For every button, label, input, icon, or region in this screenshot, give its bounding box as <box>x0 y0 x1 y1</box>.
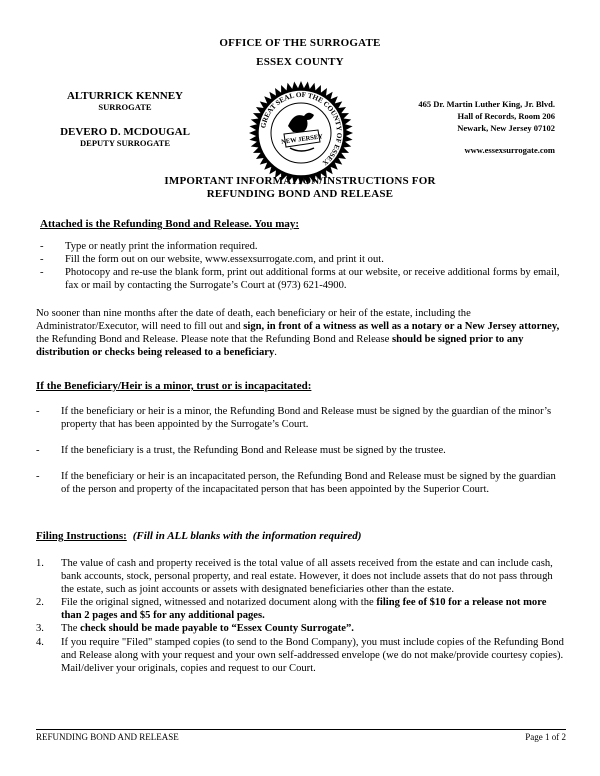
surrogate-title: SURROGATE <box>98 102 152 112</box>
footer-divider <box>36 729 566 730</box>
section-attached-heading: Attached is the Refunding Bond and Release. You may: <box>40 218 300 230</box>
seal-ring-text: GREAT SEAL OF THE COUNTY OF ESSEX <box>259 90 344 167</box>
deputy-name: DEVERO D. MCDOUGAL <box>60 126 190 138</box>
surrogate-name: ALTURRICK KENNEY <box>66 90 184 102</box>
list-item: - If the beneficiary is a trust, the Refunding Bond and Release must be signed by the trustee. <box>36 445 446 457</box>
section-attached-list <box>40 240 565 292</box>
footer-left: REFUNDING BOND AND RELEASE <box>36 732 179 742</box>
office-title: OFFICE OF THE SURROGATE <box>219 37 381 49</box>
list-item: - Type or neatly print the information required. <box>40 241 258 252</box>
seal-banner-text: NEW JERSEY <box>280 133 324 146</box>
deputy-title: DEPUTY SURROGATE <box>80 138 170 148</box>
list-item: - Photocopy and re-use the blank form, print out additional forms at our website, or receive additional forms by email, fax or mail by contacting the Surrogate’s Court at (973) 621-4900. <box>40 267 560 292</box>
surrogate-block <box>50 90 200 148</box>
filing-instructions-list <box>36 557 566 675</box>
list-item: 1. The value of cash and property received is the total value of all assets received from the estate and can include cash, bank accounts, stock, personal property, and real estate. However, it does not include assets that do not pass through the estate, such as joint accounts or assets with designated beneficiaries other than the estate. <box>36 558 553 596</box>
county-seal-logo <box>248 80 354 186</box>
address-line-3: Newark, New Jersey 07102 <box>457 123 555 133</box>
list-item: - If the beneficiary or heir is an incapacitated person, the Refunding Bond and Release must be signed by the guardian of the person and property of the incapacitated person that has been appointed by the Superior Court. <box>36 471 556 496</box>
list-item: - Fill the form out on our website, www.essexsurrogate.com, and print it out. <box>40 254 384 266</box>
address-block <box>355 98 555 156</box>
list-item: 2. File the original signed, witnessed and notarized document along with the filing fee of $10 for a release not more than 2 pages and $5 for any additional pages. <box>36 597 547 622</box>
footer-page-number: Page 1 of 2 <box>525 732 566 742</box>
address-line-2: Hall of Records, Room 206 <box>457 111 555 121</box>
list-item: 3. The check should be made payable to “Essex County Surrogate”. <box>36 623 354 635</box>
list-item: - If the beneficiary or heir is a minor, the Refunding Bond and Release must be signed by the guardian of the minor’s property that has been appointed by the Surrogate’s Court. <box>36 406 552 431</box>
list-item: 4. If you require "Filed" stamped copies (to send to the Bond Company), you must include copies of the Refunding Bond and Release along with your request and your own self-addressed envelope (we do not make/provide courtesy copies). Mail/deliver your originals, copies and request to our Court. <box>36 636 564 674</box>
document-title <box>0 175 600 201</box>
section-minor-list <box>36 405 566 496</box>
title-line-2: REFUNDING BOND AND RELEASE <box>206 188 394 200</box>
section-minor-heading: If the Beneficiary/Heir is a minor, trust or is incapacitated: <box>36 380 312 392</box>
signing-paragraph: No sooner than nine months after the date of death, each beneficiary or heir of the estate, including the Administrator/Executor, will need to fill out and sign, in front of a witness as well as a notary or a New Jersey attorney, the Refunding Bond and Release. Please note that the Refunding Bond and Release should be signed prior to any distribution or checks being released to a beneficiary. <box>36 308 560 359</box>
section-filing-heading: Filing Instructions: (Fill in ALL blanks with the information required) <box>36 530 362 542</box>
title-line-1: IMPORTANT INFORMATION/INSTRUCTIONS FOR <box>164 175 436 187</box>
county-title: ESSEX COUNTY <box>256 56 344 68</box>
address-line-1: 465 Dr. Martin Luther King, Jr. Blvd. <box>418 99 555 109</box>
website-link[interactable]: www.essexsurrogate.com <box>464 145 555 155</box>
